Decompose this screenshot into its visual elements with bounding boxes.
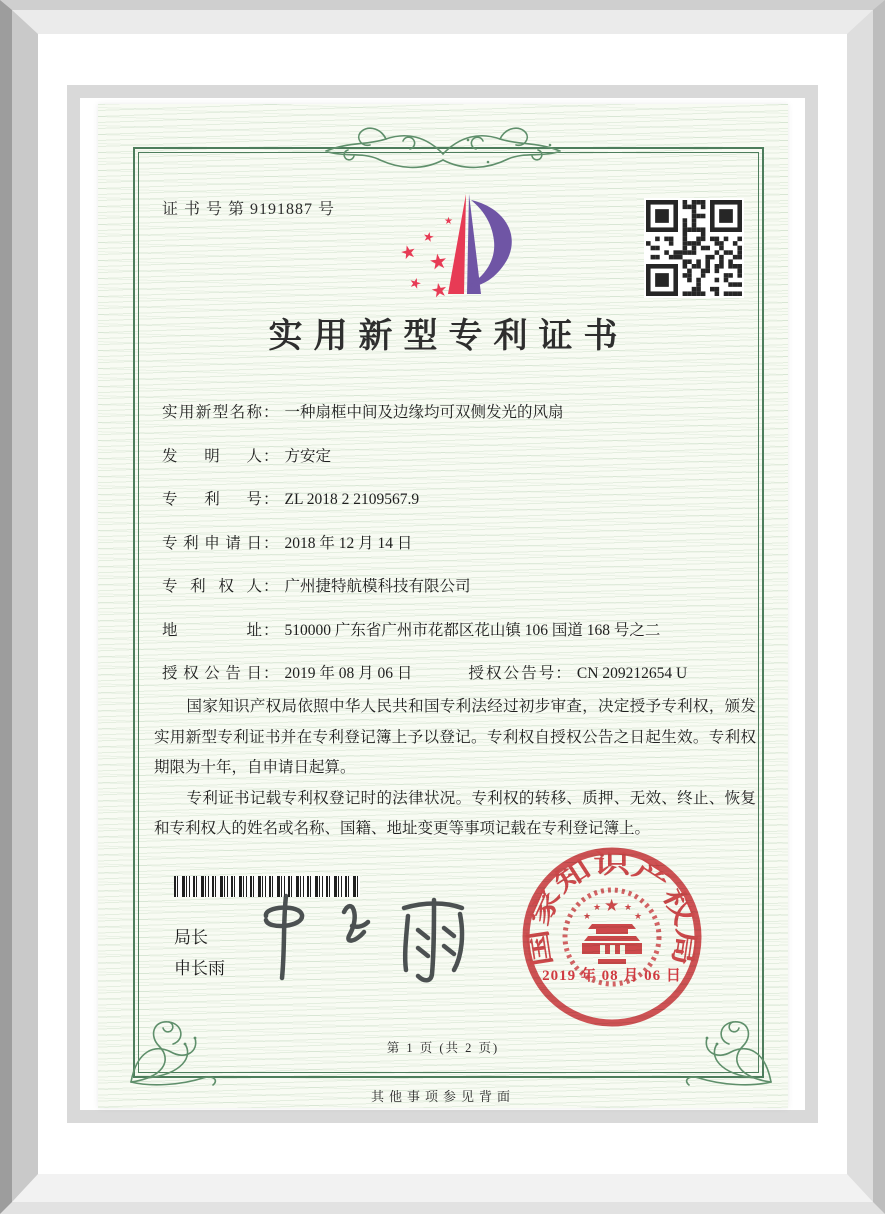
field-row-patentee: 专利权人 ： 广州捷特航模科技有限公司	[162, 576, 750, 599]
svg-text:★: ★	[398, 240, 419, 265]
field-row-inventor: 发明人 ： 方安定	[162, 446, 750, 469]
svg-text:★: ★	[583, 912, 592, 922]
certificate-title: 实用新型专利证书	[268, 318, 629, 355]
field-row-filing-date: 专利申请日 ： 2018 年 12 月 14 日	[162, 533, 750, 556]
field-value: ZL 2018 2 2109567.9	[284, 491, 420, 508]
field-label: 专利权人	[162, 578, 262, 595]
field-list	[162, 402, 750, 707]
signature-icon	[248, 882, 488, 994]
qr-code	[644, 198, 744, 298]
svg-text:★: ★	[429, 278, 450, 303]
field-value: 方安定	[284, 447, 332, 465]
field-label: 实用新型名称	[162, 404, 262, 421]
seal-ring-text: 国家知识产权局	[524, 849, 701, 969]
field-value: CN 209212654 U	[576, 665, 688, 682]
field-label: 专利号	[162, 491, 262, 508]
field-row-name: 实用新型名称 ： 一种扇框中间及边缘均可双侧发光的风扇	[162, 402, 750, 425]
certificate-paper	[98, 104, 788, 1108]
svg-text:★: ★	[421, 229, 436, 247]
field-row-grant: 授权公告日 ： 2019 年 08 月 06 日 授权公告号 ： CN 209212654 U	[162, 663, 750, 686]
field-label: 地址	[162, 621, 262, 639]
page-number: 第 1 页 (共 2 页)	[386, 1041, 500, 1055]
field-value: 2018 年 12 月 14 日	[284, 534, 413, 552]
seal-date: 2019 年 08 月 06 日	[542, 968, 682, 984]
signer-block	[174, 922, 225, 984]
field-value: 510000 广东省广州市花都区花山镇 106 国道 168 号之二	[284, 621, 661, 639]
legal-paragraph-2: 专利证书记载专利权登记时的法律状况。专利权的转移、质押、无效、终止、恢复和专利权人的姓名或名称、国籍、地址变更等事项记载在专利登记簿上。	[154, 789, 756, 837]
legal-text	[154, 692, 756, 845]
logo-stars	[398, 216, 453, 303]
signer-title: 局长	[174, 928, 208, 947]
field-value: 2019 年 08 月 06 日	[284, 665, 413, 682]
svg-text:★: ★	[444, 216, 453, 227]
svg-text:★: ★	[593, 903, 602, 913]
grant-number-pair: 授权公告号 ： CN 209212654 U	[468, 663, 687, 686]
field-row-patent-number: 专利号 ： ZL 2018 2 2109567.9	[162, 489, 750, 512]
field-label: 专利申请日	[162, 534, 262, 552]
field-value: 广州捷特航模科技有限公司	[284, 578, 471, 595]
signer-name: 申长雨	[174, 959, 225, 978]
logo-red-spike	[448, 194, 466, 294]
svg-text:★: ★	[624, 903, 633, 913]
certificate-number: 证 书 号 第 9191887 号	[162, 201, 336, 218]
back-side-note: 其他事项参见背面	[370, 1089, 515, 1104]
field-value: 一种扇框中间及边缘均可双侧发光的风扇	[284, 404, 564, 421]
svg-text:★: ★	[427, 248, 450, 275]
field-label: 授权公告号	[468, 665, 555, 682]
legal-paragraph-1: 国家知识产权局依照中华人民共和国专利法经过初步审查，决定授予专利权，颁发实用新型专利证书并在专利登记簿上予以登记。专利权自授权公告之日起生效。专利权期限为十年，自申请日起算。	[154, 698, 756, 776]
svg-text:★: ★	[406, 274, 424, 294]
svg-text:★: ★	[634, 912, 643, 922]
cnipa-logo-icon	[380, 188, 515, 303]
field-label: 发明人	[162, 447, 262, 465]
official-seal-icon	[507, 832, 717, 1042]
svg-text:★: ★	[604, 896, 620, 916]
field-row-address: 地址 ： 510000 广东省广州市花都区花山镇 106 国道 168 号之二	[162, 620, 750, 643]
field-label: 授权公告日	[162, 665, 262, 682]
